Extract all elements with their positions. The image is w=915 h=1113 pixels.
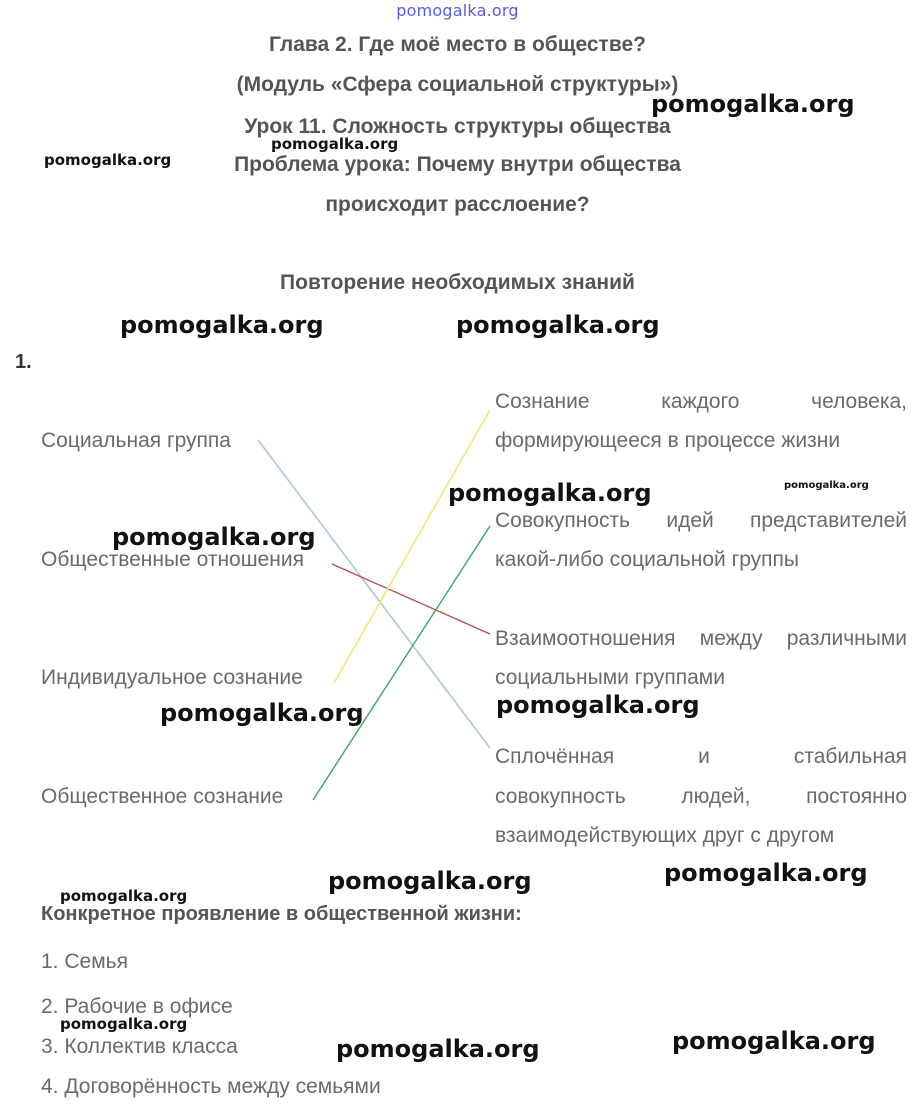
definition-2-line-2: какой-либо социальной группы (495, 548, 800, 571)
definition-3-line-1: Взаимоотношения между различными (495, 627, 907, 650)
watermark: pomogalka.org (672, 1027, 876, 1055)
chapter-title: Глава 2. Где моё место в обществе? (269, 33, 646, 56)
watermark: pomogalka.org (336, 1035, 540, 1063)
term-social-relations: Общественные отношения (41, 548, 304, 571)
lesson-title: Урок 11. Сложность структуры общества (244, 115, 671, 138)
watermark: pomogalka.org (448, 479, 652, 507)
definition-4-line-3: взаимодействующих друг с другом (495, 824, 835, 847)
example-2: 2. Рабочие в офисе (41, 995, 233, 1018)
watermark: pomogalka.org (456, 311, 660, 339)
definition-1-line-1: Сознание каждого человека, (495, 390, 907, 413)
watermark: pomogalka.org (664, 859, 868, 887)
site-header-link[interactable]: pomogalka.org (396, 1, 519, 20)
term-individual-consciousness: Индивидуальное сознание (41, 666, 303, 689)
definition-2-line-1: Совокупность идей представителей (495, 509, 907, 532)
problem-line-1: Проблема урока: Почему внутри общества (234, 153, 681, 176)
watermark: pomogalka.org (60, 887, 188, 905)
watermark: pomogalka.org (328, 867, 532, 895)
term-social-group: Социальная группа (41, 429, 231, 452)
examples-subheading: Конкретное проявление в общественной жизни: (41, 903, 522, 925)
task-number: 1. (15, 351, 32, 373)
watermark: pomogalka.org (651, 90, 855, 118)
definition-3-line-2: социальными группами (495, 666, 725, 689)
watermark: pomogalka.org (271, 135, 399, 153)
watermark: pomogalka.org (120, 311, 324, 339)
watermark: pomogalka.org (160, 699, 364, 727)
watermark: pomogalka.org (496, 691, 700, 719)
watermark: pomogalka.org (44, 151, 172, 169)
module-title: (Модуль «Сфера социальной структуры») (236, 73, 679, 96)
example-1: 1. Семья (41, 950, 128, 973)
term-social-consciousness: Общественное сознание (41, 785, 284, 808)
watermark: pomogalka.org (112, 523, 316, 551)
example-3: 3. Коллектив класса (41, 1035, 238, 1058)
problem-line-2: происходит расслоение? (325, 193, 590, 216)
section-title: Повторение необходимых знаний (280, 271, 635, 294)
definition-4-line-2: совокупность людей, постоянно (495, 785, 907, 808)
example-4: 4. Договорённость между семьями (41, 1075, 381, 1098)
watermark: pomogalka.org (784, 480, 869, 491)
definition-4-line-1: Сплочённая и стабильная (495, 745, 907, 768)
watermark: pomogalka.org (60, 1015, 188, 1033)
line-social-relations (332, 564, 490, 634)
definition-1-line-2: формирующееся в процессе жизни (495, 429, 841, 452)
line-individual-consciousness (334, 410, 490, 683)
